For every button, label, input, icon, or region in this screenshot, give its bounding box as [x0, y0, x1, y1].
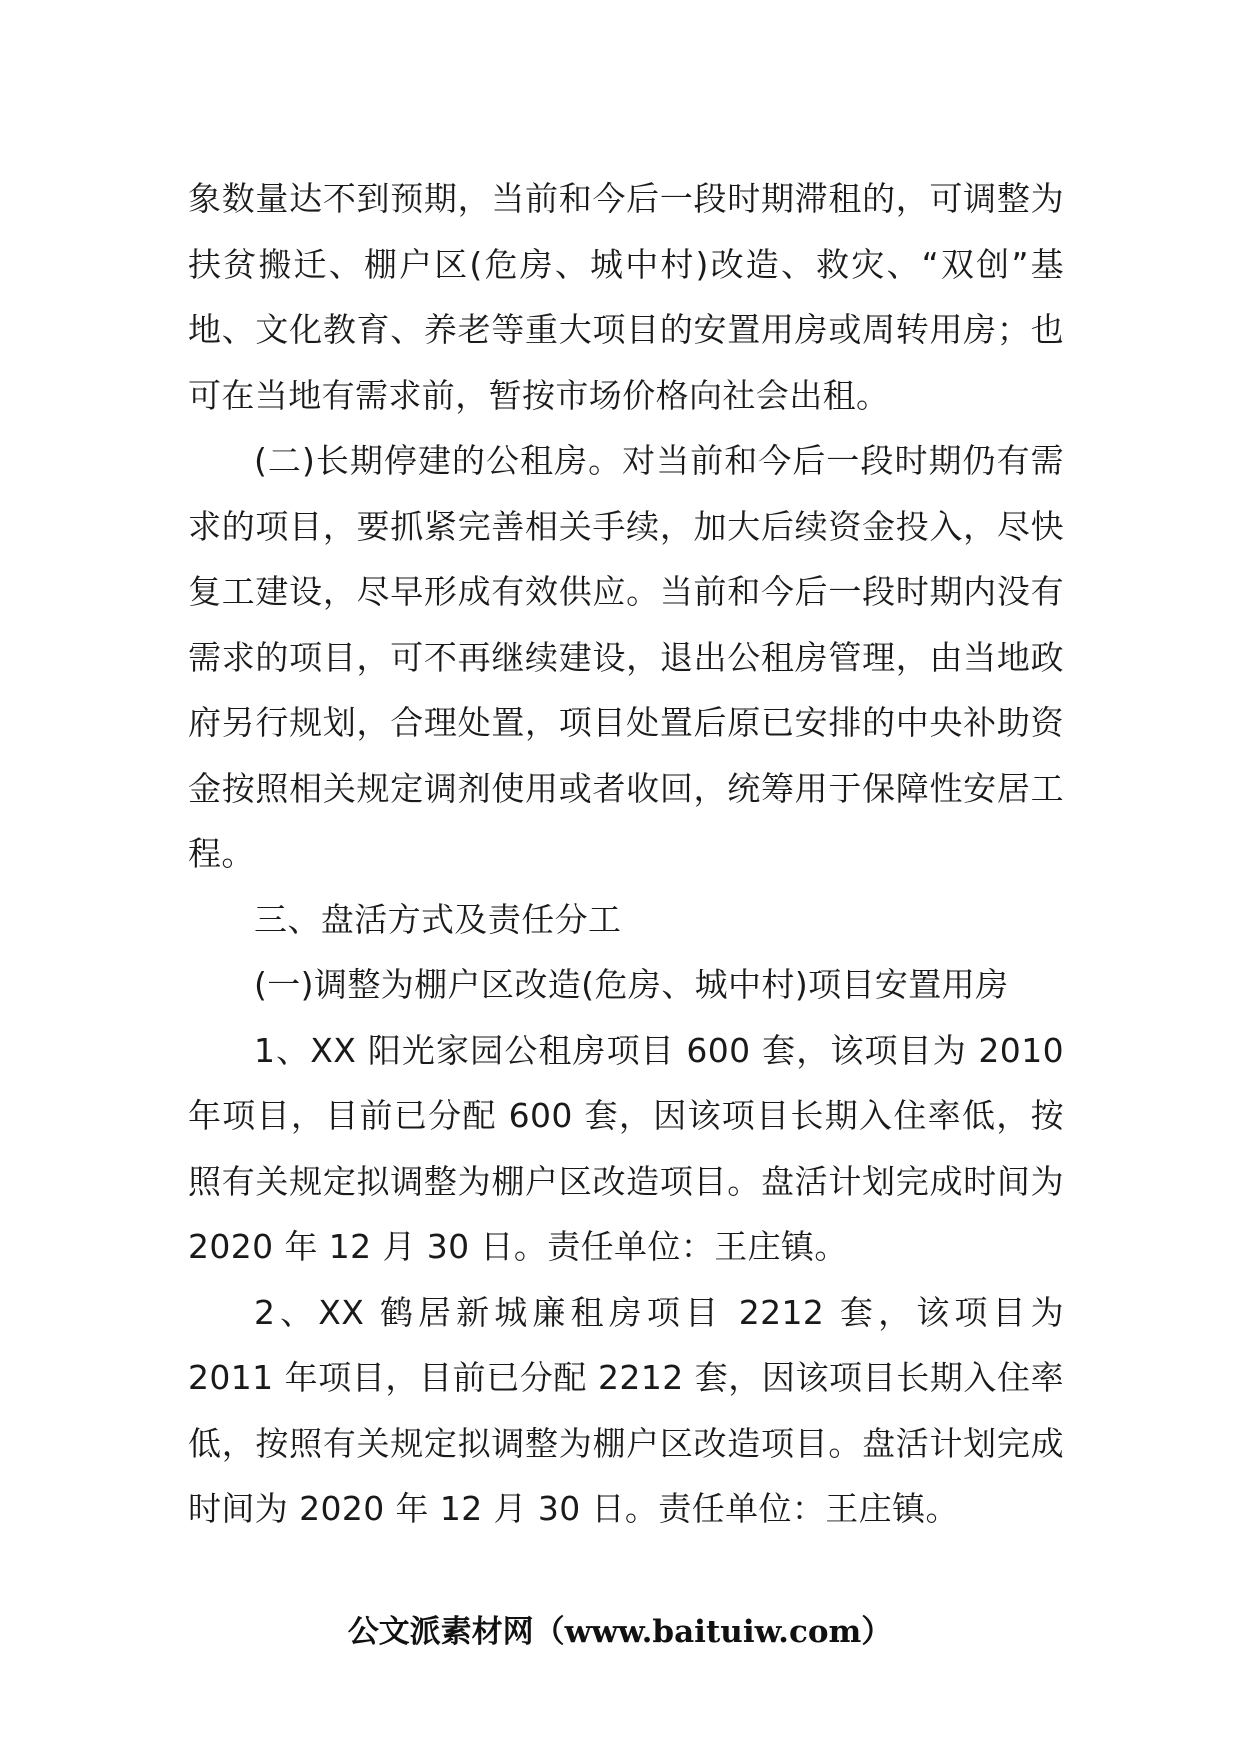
- page-footer-watermark: 公文派素材网（www.baituiw.com）: [347, 1614, 893, 1650]
- list-item-heju-project: 2、XX 鹤居新城廉租房项目 2212 套，该项目为 2011 年项目，目前已分配 2212 套，因该项目长期入住率低，按照有关规定拟调整为棚户区改造项目。盘活计划完成时间为 2020 年 12 月 30 日。责任单位：王庄镇。: [188, 1292, 1064, 1528]
- document-body: [188, 166, 1064, 1542]
- list-item-yangguang-project: 1、XX 阳光家园公租房项目 600 套，该项目为 2010 年项目，目前已分配 600 套，因该项目长期入住率低，按照有关规定拟调整为棚户区改造项目。盘活计划完成时间为 2020 年 12 月 30 日。责任单位：王庄镇。: [188, 1030, 1064, 1266]
- section-heading-revitalization: 三、盘活方式及责任分工: [254, 899, 622, 939]
- paragraph-continuation: 象数量达不到预期，当前和今后一段时期滞租的，可调整为扶贫搬迁、棚户区(危房、城中村)改造、救灾、“双创”基地、文化教育、养老等重大项目的安置用房或周转用房；也可在当地有需求前，暂按市场价格向社会出租。: [188, 179, 1064, 415]
- paragraph-long-stalled-housing: (二)长期停建的公租房。对当前和今后一段时期仍有需求的项目，要抓紧完善相关手续，加大后续资金投入，尽快复工建设，尽早形成有效供应。当前和今后一段时期内没有需求的项目，可不再继续建设，退出公租房管理，由当地政府另行规划，合理处置，项目处置后原已安排的中央补助资金按照相关规定调剂使用或者收回，统筹用于保障性安居工程。: [188, 441, 1064, 873]
- subsection-heading-resettlement: (一)调整为棚户区改造(危房、城中村)项目安置用房: [254, 965, 1009, 1004]
